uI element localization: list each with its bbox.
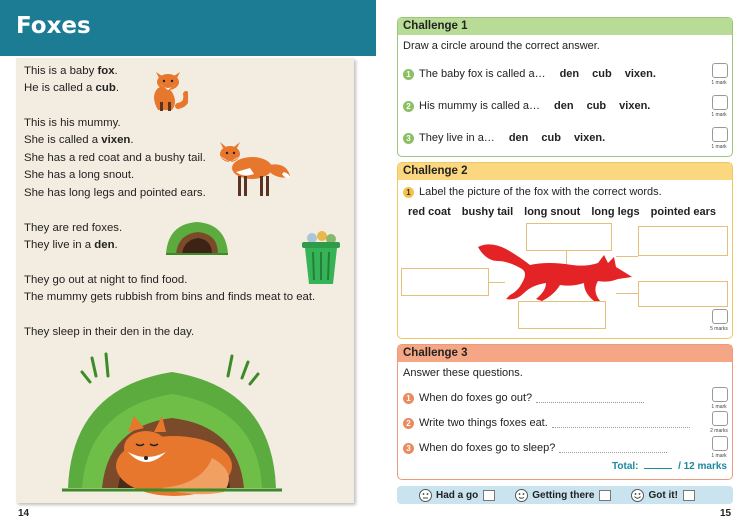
self-assess-got-it	[631, 489, 694, 502]
self-assess-label: Got it!	[648, 489, 678, 501]
answer-option-den[interactable]: den	[508, 132, 529, 144]
mark-box[interactable]	[712, 436, 728, 451]
mark-box[interactable]	[712, 127, 728, 142]
challenge-2-instruction-row	[403, 186, 662, 198]
self-assess-getting-there	[515, 489, 611, 502]
question-number: 3	[403, 133, 414, 144]
challenge-1-question	[403, 132, 605, 144]
mark-box[interactable]	[712, 309, 728, 324]
answer-option-vixen[interactable]: vixen.	[619, 100, 651, 112]
answer-option-den[interactable]: den	[554, 100, 574, 112]
page-header	[0, 0, 376, 56]
smiley-icon	[419, 489, 432, 502]
answer-option-cub[interactable]: cub	[541, 132, 561, 144]
label-box[interactable]	[638, 226, 728, 256]
page-title: Foxes	[16, 13, 91, 39]
self-assess-checkbox[interactable]	[599, 490, 611, 501]
question-number: 1	[403, 69, 414, 80]
challenge-2-panel	[397, 162, 733, 339]
question-text: Write two things foxes eat.	[419, 417, 548, 429]
challenge-3-question	[403, 417, 690, 429]
self-assess-label: Had a go	[436, 489, 479, 501]
label-box[interactable]	[638, 281, 728, 307]
mark-label: 1 mark	[711, 80, 727, 86]
challenge-1-question	[403, 68, 656, 80]
mark-box[interactable]	[712, 63, 728, 78]
question-text: When do foxes go out?	[419, 392, 533, 404]
answer-option-vixen[interactable]: vixen.	[624, 68, 656, 80]
word-long-legs: long legs	[591, 206, 640, 218]
question-number: 3	[403, 443, 414, 454]
challenge-2-instruction: Label the picture of the fox with the correct words.	[419, 186, 662, 198]
question-text: The baby fox is called a…	[419, 68, 546, 80]
total-input[interactable]	[644, 468, 672, 469]
mark-label: 1 mark	[711, 144, 727, 150]
story-line: She is called a vixen.	[24, 134, 134, 146]
question-text: They live in a…	[419, 132, 495, 144]
page-number-right: 15	[720, 508, 732, 519]
mark-label: 1 mark	[711, 112, 727, 118]
answer-option-cub[interactable]: cub	[586, 100, 607, 112]
total-max: / 12 marks	[678, 461, 727, 472]
sleeping-fox-in-den-illustration	[62, 348, 282, 498]
answer-option-cub[interactable]: cub	[592, 68, 612, 80]
question-number: 1	[403, 393, 414, 404]
answer-line[interactable]	[552, 419, 690, 428]
answer-option-vixen[interactable]: vixen.	[573, 132, 606, 144]
rubbish-bin-illustration	[300, 230, 342, 286]
smiley-icon	[515, 489, 528, 502]
word-red-coat: red coat	[408, 206, 451, 218]
story-line: They go out at night to find food.	[24, 274, 188, 286]
story-line: The mummy gets rubbish from bins and finds meat to eat.	[24, 291, 316, 303]
vixen-illustration	[214, 138, 292, 198]
self-assessment-bar	[397, 486, 733, 504]
challenge-1-question	[403, 100, 650, 112]
mark-box[interactable]	[712, 411, 728, 426]
self-assess-label: Getting there	[532, 489, 595, 501]
answer-option-den[interactable]: den	[559, 68, 580, 80]
self-assess-checkbox[interactable]	[483, 490, 495, 501]
challenge-3-title: Challenge 3	[398, 345, 732, 362]
label-word-bank	[408, 206, 716, 218]
story-line: They are red foxes.	[24, 222, 123, 234]
word-pointed-ears: pointed ears	[650, 206, 717, 218]
story-line: He is called a cub.	[24, 82, 119, 94]
story-line: She has a red coat and a bushy tail.	[24, 152, 206, 164]
self-assess-checkbox[interactable]	[683, 490, 695, 501]
challenge-3-panel	[397, 344, 733, 480]
question-text: His mummy is called a…	[419, 100, 541, 112]
mark-box[interactable]	[712, 95, 728, 110]
challenge-3-question	[403, 442, 667, 454]
story-line: She has a long snout.	[24, 169, 135, 181]
mark-label: 1 mark	[711, 453, 727, 459]
red-fox-silhouette	[476, 239, 636, 307]
total-label: Total:	[612, 461, 639, 472]
question-number: 1	[403, 187, 414, 198]
baby-fox-illustration	[148, 66, 188, 112]
challenge-2-title: Challenge 2	[398, 163, 732, 180]
story-line: This is a baby fox.	[24, 65, 118, 77]
word-bushy-tail: bushy tail	[461, 206, 514, 218]
self-assess-had-a-go	[419, 489, 495, 502]
story-line: They live in a den.	[24, 239, 118, 251]
mark-label: 2 marks	[710, 428, 728, 434]
mark-label: 1 mark	[711, 404, 727, 410]
challenge-3-question	[403, 392, 644, 404]
answer-line[interactable]	[559, 444, 667, 453]
challenge-3-instruction: Answer these questions.	[403, 367, 523, 379]
total-marks	[612, 461, 727, 472]
question-number: 2	[403, 101, 414, 112]
den-illustration	[162, 218, 232, 256]
smiley-icon	[631, 489, 644, 502]
story-line: This is his mummy.	[24, 117, 121, 129]
story-line: She has long legs and pointed ears.	[24, 187, 206, 199]
mark-box[interactable]	[712, 387, 728, 402]
story-panel	[16, 58, 354, 503]
answer-line[interactable]	[536, 394, 644, 403]
question-text: When do foxes go to sleep?	[419, 442, 556, 454]
page-number-left: 14	[18, 508, 30, 519]
question-number: 2	[403, 418, 414, 429]
word-long-snout: long snout	[524, 206, 581, 218]
story-line: They sleep in their den in the day.	[24, 326, 195, 338]
challenge-1-title: Challenge 1	[398, 18, 732, 35]
challenge-1-instruction: Draw a circle around the correct answer.	[403, 40, 600, 52]
challenge-1-panel	[397, 17, 733, 157]
mark-label: 5 marks	[710, 326, 728, 332]
